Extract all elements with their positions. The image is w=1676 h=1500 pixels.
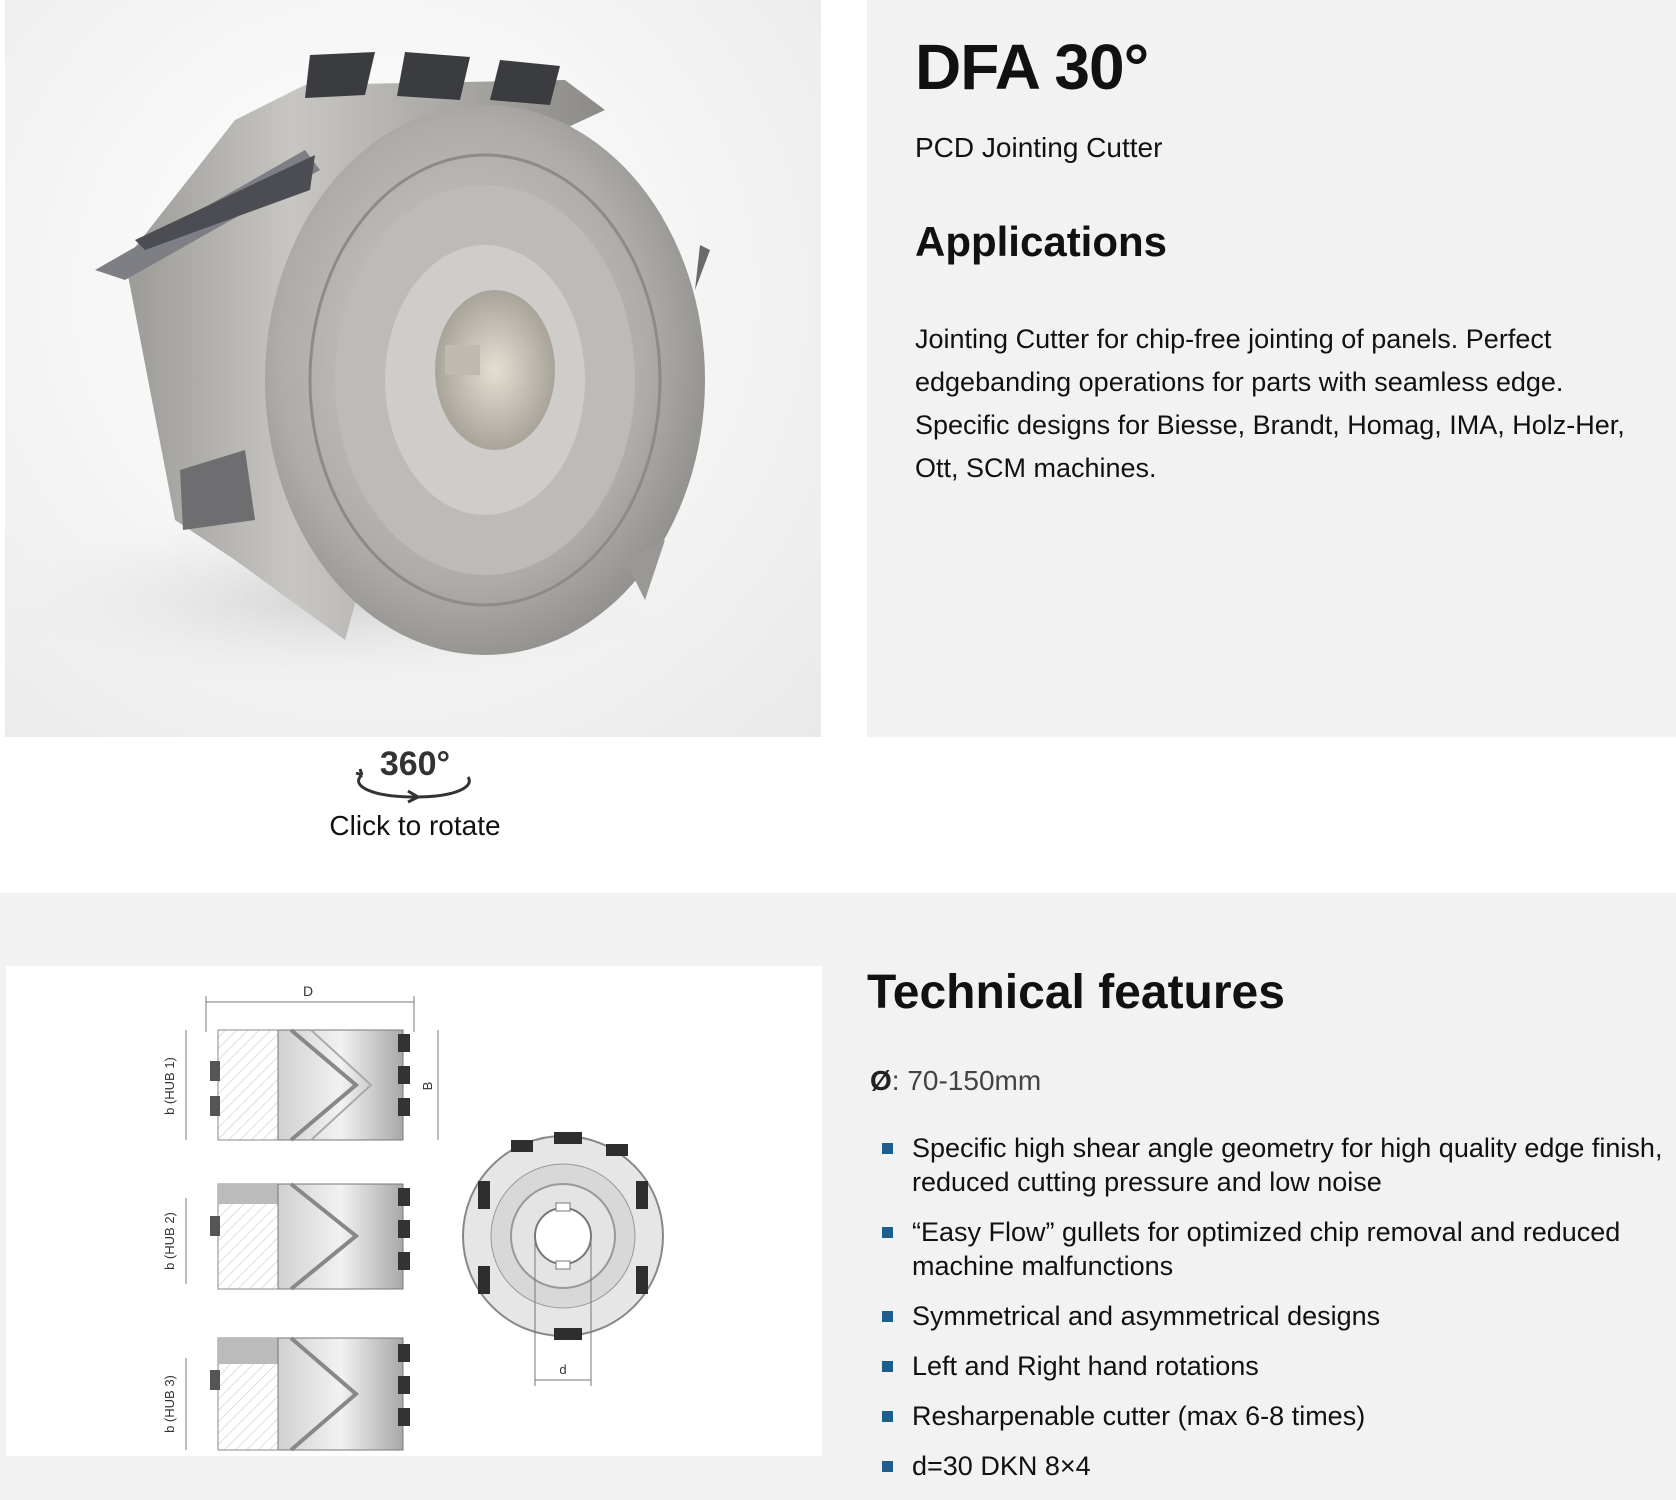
bullet-square-icon [882,1411,893,1422]
hub-1-profile [210,1030,410,1140]
front-view [463,1132,663,1386]
cutter-diagram [6,966,822,1456]
rotate-badge-text: 360° [379,745,451,783]
dim-d-label: d [559,1362,567,1377]
diameter-range [870,1065,1041,1097]
dim-D-label: D [302,983,314,999]
hub-1-label: b (HUB 1) [162,1057,177,1115]
feature-item [880,1299,1670,1333]
feature-item [880,1131,1670,1199]
hub-3-label: b (HUB 3) [162,1375,177,1433]
technical-drawing [6,966,822,1456]
rotate-caption: Click to rotate [329,810,501,841]
product-info-panel [867,0,1676,737]
hub-3-profile [210,1338,410,1450]
technical-section [0,893,1676,1500]
feature-text: Resharpenable cutter (max 6-8 times) [912,1401,1366,1431]
feature-item [880,1349,1670,1383]
bullet-square-icon [882,1461,893,1472]
feature-item [880,1399,1670,1433]
feature-text: Left and Right hand rotations [912,1351,1259,1381]
dim-B-label: B [420,1081,435,1091]
rotate-360-button[interactable] [300,745,530,845]
feature-text: “Easy Flow” gullets for optimized chip removal and reduced machine malfunctions [912,1217,1621,1281]
hub-2-profile [210,1184,410,1289]
technical-heading: Technical features [867,966,1285,1019]
feature-text: d=30 DKN 8×4 [912,1451,1091,1481]
rotate-360-icon [350,745,480,807]
diameter-value: : 70-150mm [891,1065,1042,1096]
feature-text: Symmetrical and asymmetrical designs [912,1301,1381,1331]
applications-text: Jointing Cutter for chip-free jointing of panels. Perfect edgebanding operations for parts with seamless edge. Specific designs for Biesse, Brandt, Homag, IMA, Holz-Her, Ott, SCM machines. [915,324,1625,483]
cutter-render [5,0,821,737]
feature-item [880,1215,1670,1283]
product-title: DFA 30° [915,31,1149,103]
hub-2-label: b (HUB 2) [162,1212,177,1270]
product-3d-image[interactable] [5,0,821,737]
diameter-symbol: Ø [870,1065,892,1096]
bullet-square-icon [882,1361,893,1372]
applications-heading: Applications [915,218,1168,265]
bullet-square-icon [882,1227,893,1238]
product-subtitle: PCD Jointing Cutter [915,132,1163,163]
feature-item [880,1449,1670,1483]
bullet-square-icon [882,1311,893,1322]
feature-text: Specific high shear angle geometry for high quality edge finish, reduced cutting pressure and low noise [912,1133,1663,1197]
feature-list [880,1131,1670,1499]
bullet-square-icon [882,1143,893,1154]
